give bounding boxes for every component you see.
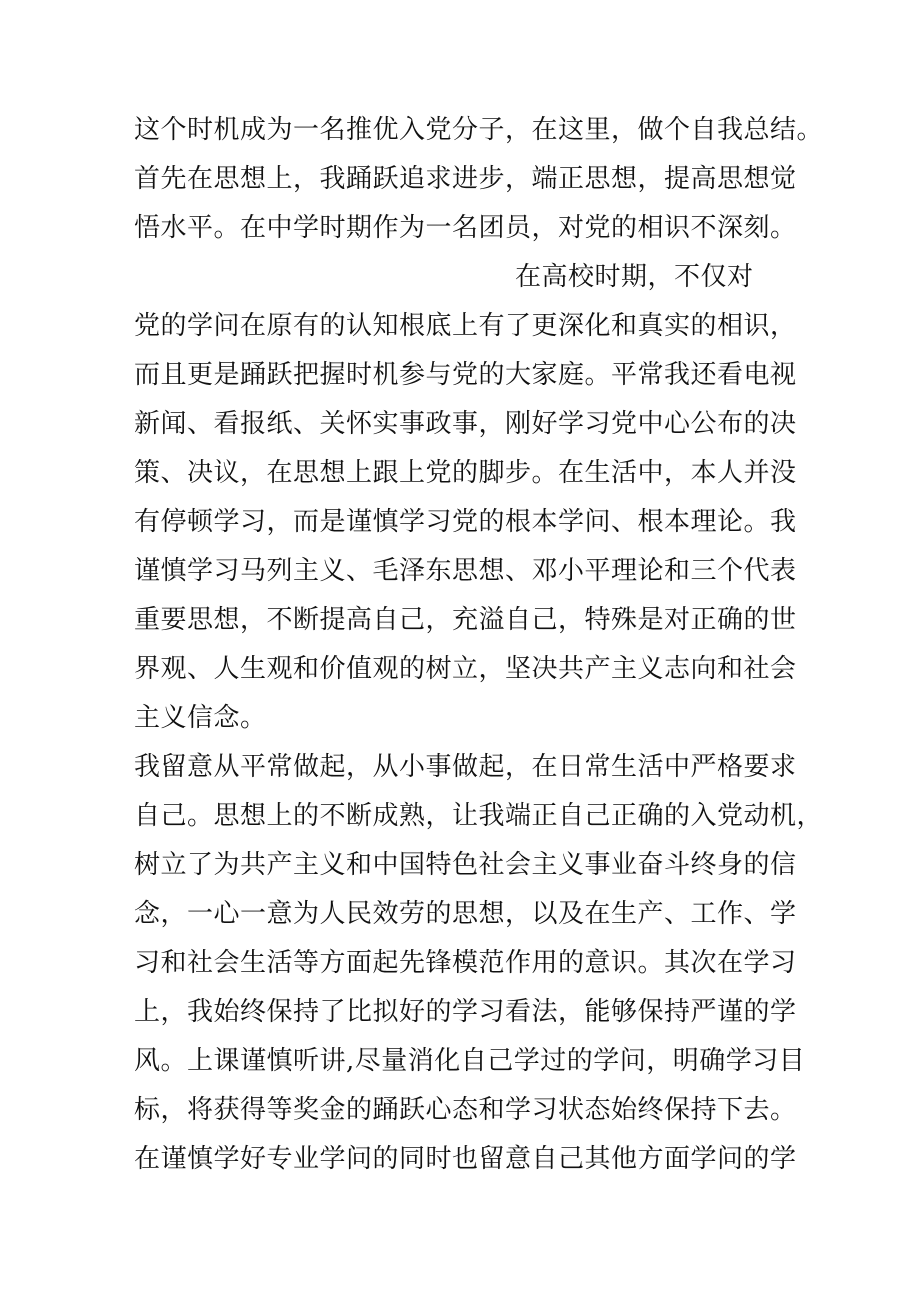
text-line: 树立了为共产主义和中国特色社会主义事业奋斗终身的信 xyxy=(134,850,797,880)
text-line: 风。上课谨慎听讲,尽量消化自己学过的学问，明确学习目 xyxy=(134,1046,806,1076)
text-line: 有停顿学习，而是谨慎学习党的根本学问、根本理论。我 xyxy=(134,507,797,537)
text-line: 我留意从平常做起，从小事做起，在日常生活中严格要求 xyxy=(134,752,797,782)
text-line: 上，我始终保持了比拟好的学习看法，能够保持严谨的学 xyxy=(134,997,797,1027)
text-line: 界观、人生观和价值观的树立，坚决共产主义志向和社会 xyxy=(134,654,797,684)
text-line: 谨慎学习马列主义、毛泽东思想、邓小平理论和三个代表 xyxy=(134,556,797,586)
text-line: 新闻、看报纸、关怀实事政事，刚好学习党中心公布的决 xyxy=(134,409,797,439)
text-line: 主义信念。 xyxy=(134,703,267,733)
text-line: 重要思想，不断提高自己，充溢自己，特殊是对正确的世 xyxy=(134,605,797,635)
text-line: 策、决议，在思想上跟上党的脚步。在生活中，本人并没 xyxy=(134,458,797,488)
text-line: 习和社会生活等方面起先锋模范作用的意识。其次在学习 xyxy=(134,948,797,978)
text-line: 在高校时期，不仅对 xyxy=(515,262,754,292)
text-line: 这个时机成为一名推优入党分子，在这里，做个自我总结。 xyxy=(134,115,824,145)
text-line: 自己。思想上的不断成熟，让我端正自己正确的入党动机， xyxy=(134,801,824,831)
text-line: 在谨慎学好专业学问的同时也留意自己其他方面学问的学 xyxy=(134,1144,797,1174)
text-line: 而且更是踊跃把握时机参与党的大家庭。平常我还看电视 xyxy=(134,360,797,390)
text-line: 标，将获得等奖金的踊跃心态和学习状态始终保持下去。 xyxy=(134,1095,797,1125)
text-line: 党的学问在原有的认知根底上有了更深化和真实的相识， xyxy=(134,311,797,341)
text-line: 念，一心一意为人民效劳的思想，以及在生产、工作、学 xyxy=(134,899,797,929)
text-line: 首先在思想上，我踊跃追求进步，端正思想，提高思想觉 xyxy=(134,164,797,194)
text-line: 悟水平。在中学时期作为一名团员，对党的相识不深刻。 xyxy=(134,213,797,243)
